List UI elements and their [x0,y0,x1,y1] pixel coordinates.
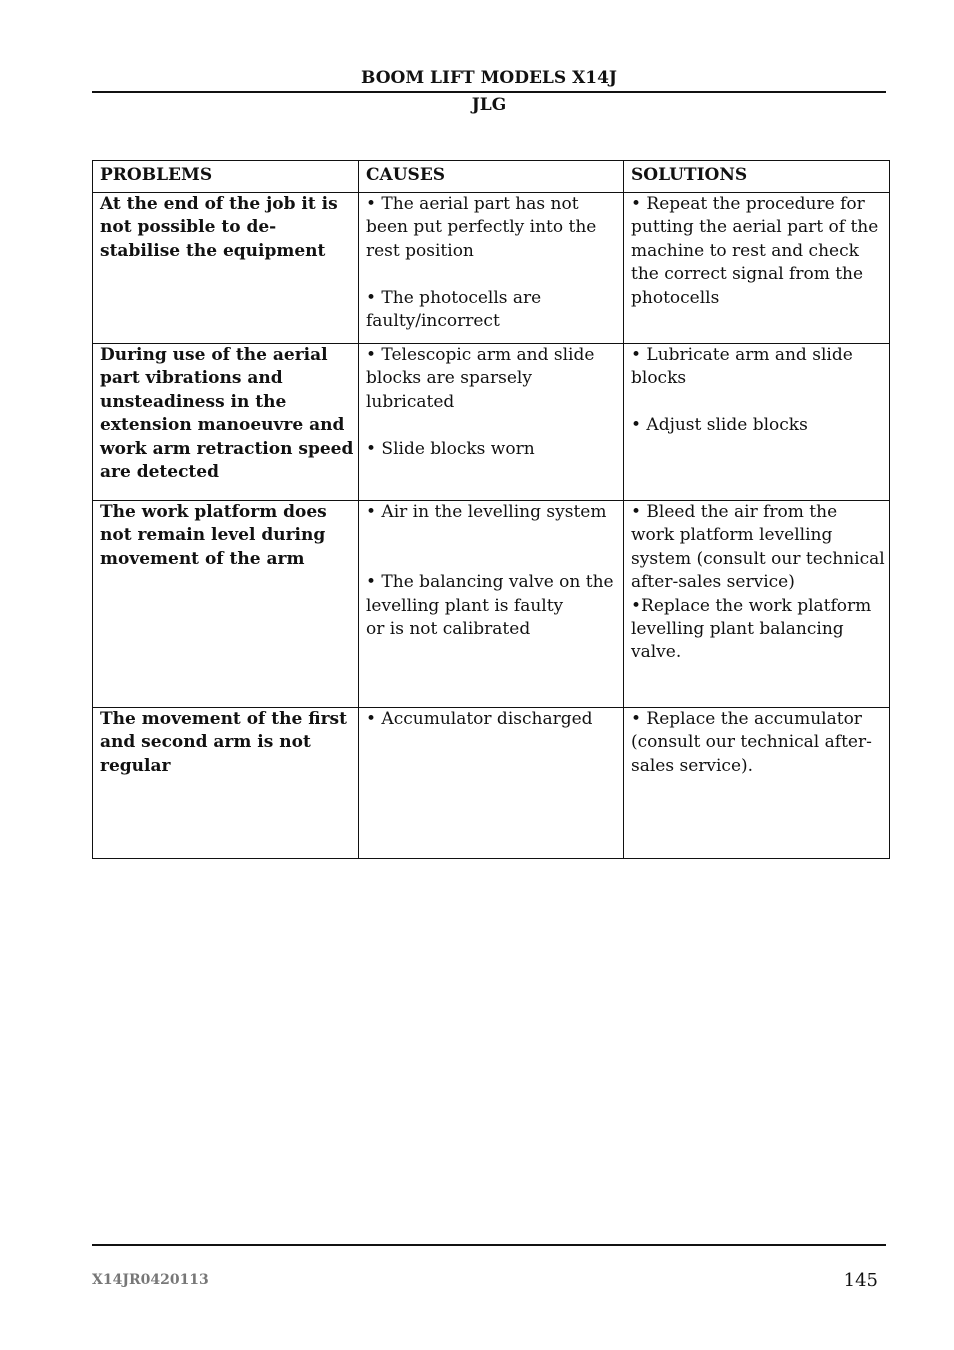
document-title: BOOM LIFT MODELS X14J [361,68,617,88]
solutions-cell [624,501,890,708]
cause-item: • Slide blocks worn [366,438,535,459]
causes-cell [359,501,624,708]
column-header-problems: PROBLEMS [93,161,359,193]
solutions-cell [624,708,890,859]
table-row [93,193,890,344]
table-row [93,708,890,859]
solution-item: • Replace the accumulator (consult our technical after-sales service). [631,709,872,776]
solution-item: • Repeat the procedure for putting the aerial part of the machine to rest and check the correct signal from the photocells [631,194,879,308]
causes-cell [359,344,624,501]
causes-cell [359,193,624,344]
cause-item: • Air in the levelling system [366,502,607,522]
solution-item: • Lubricate arm and slide blocks [631,345,853,389]
column-header-causes: CAUSES [359,161,624,193]
cause-item: • Telescopic arm and slide blocks are sparsely lubricated [366,345,595,412]
solution-item: • Adjust slide blocks [631,415,808,436]
problem-cell: At the end of the job it is not possible to de-stabilise the equipment [93,193,359,344]
cause-item: • The balancing valve on the levelling plant is faulty or is not calibrated [366,572,614,640]
solution-item: •Replace the work platform levelling plant balancing valve. [631,595,872,663]
solution-item: • Bleed the air from the work platform levelling system (consult our technical after-sales service) [631,502,885,593]
causes-cell [359,708,624,859]
cause-item: • The aerial part has not been put perfectly into the rest position [366,194,597,261]
footer-divider [92,1244,886,1246]
problem-cell: The work platform does not remain level during movement of the arm [93,501,359,708]
solutions-cell [624,193,890,344]
troubleshooting-table [92,160,890,859]
table-header-row [93,161,890,193]
header-divider [92,91,886,93]
cause-item: • The photocells are faulty/incorrect [366,287,542,332]
document-brand: JLG [471,95,507,115]
solutions-cell [624,344,890,501]
cause-item: • Accumulator discharged [366,709,593,729]
problem-cell: The movement of the first and second arm is not regular [93,708,359,859]
column-header-solutions: SOLUTIONS [624,161,890,193]
table-row [93,344,890,501]
table-row [93,501,890,708]
page-number: 145 [843,1270,878,1291]
document-code: X14JR0420113 [92,1272,209,1288]
problem-cell: During use of the aerial part vibrations and unsteadiness in the extension manoeuvre and work arm retraction speed are detected [93,344,359,501]
